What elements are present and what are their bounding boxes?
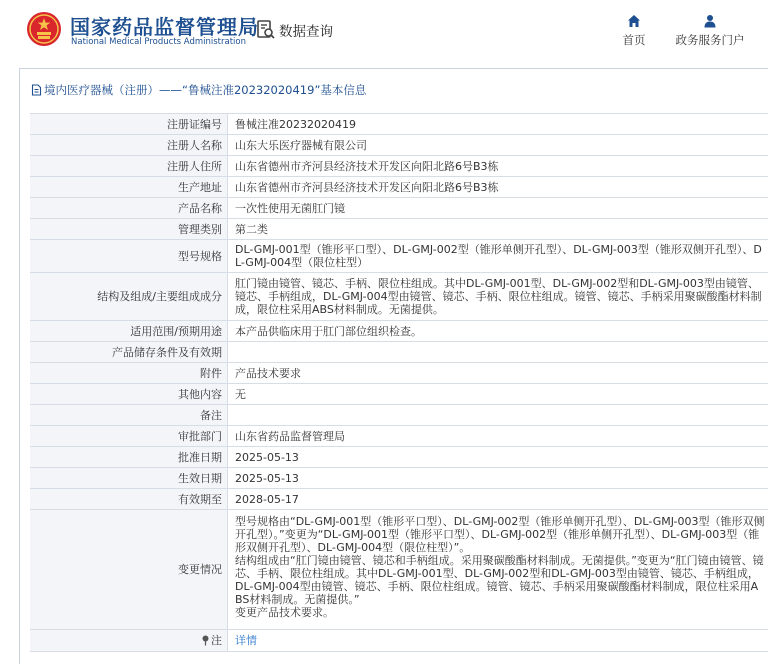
table-row — [30, 468, 768, 489]
detail-title: 境内医疗器械（注册）——“鲁械注准20232020419”基本信息 — [44, 83, 367, 97]
row-value: 本产品供临床用于肛门部位组织检查。 — [227, 321, 768, 341]
nav-home-label: 首页 — [622, 33, 646, 47]
row-value — [227, 342, 768, 362]
table-row — [30, 273, 768, 321]
table-row — [30, 342, 768, 363]
row-label: 产品名称 — [30, 198, 227, 218]
table-row — [30, 384, 768, 405]
table-row — [30, 156, 768, 177]
table-row — [30, 489, 768, 510]
row-value: DL-GMJ-001型（锥形平口型）、DL-GMJ-002型（锥形单侧开孔型）、DL-GMJ-003型（锥形双侧开孔型）、DL-GMJ-004型（限位柱型） — [227, 240, 768, 272]
table-row — [30, 447, 768, 468]
row-label: 其他内容 — [30, 384, 227, 404]
document-icon — [31, 84, 42, 96]
row-value — [227, 630, 768, 651]
row-label: 注册证编号 — [30, 114, 227, 134]
row-value: 肛门镜由镜管、镜芯、手柄、限位柱组成。其中DL-GMJ-001型、DL-GMJ-002型和DL-GMJ-003型由镜管、镜芯、手柄组成，DL-GMJ-004型由镜管、镜芯、手柄、限位柱组成。镜管、镜芯、手柄采用聚碳酸酯材料制成，限位柱采用ABS材料制成。无菌提供。 — [227, 273, 768, 320]
table-row — [30, 198, 768, 219]
row-value: 山东省德州市齐河县经济技术开发区向阳北路6号B3栋 — [227, 156, 768, 176]
table-row — [30, 321, 768, 342]
national-emblem-logo — [26, 11, 62, 47]
row-value: 山东大乐医疗器械有限公司 — [227, 135, 768, 155]
row-label: 管理类别 — [30, 219, 227, 239]
table-row — [30, 135, 768, 156]
table-row — [30, 240, 768, 273]
row-label: 有效期至 — [30, 489, 227, 509]
row-value: 第二类 — [227, 219, 768, 239]
home-icon — [627, 14, 641, 28]
note-label: 注 — [211, 634, 222, 647]
user-icon — [703, 14, 717, 28]
table-row — [30, 426, 768, 447]
nav-service-portal-label: 政务服务门户 — [675, 33, 745, 47]
detail-table — [30, 113, 768, 652]
row-value: 山东省德州市齐河县经济技术开发区向阳北路6号B3栋 — [227, 177, 768, 197]
document-search-icon — [256, 19, 276, 41]
row-label: 产品储存条件及有效期 — [30, 342, 227, 362]
row-value: 2025-05-13 — [227, 468, 768, 488]
row-label: 注册人住所 — [30, 156, 227, 176]
data-query-label: 数据查询 — [279, 24, 333, 40]
row-value: 一次性使用无菌肛门镜 — [227, 198, 768, 218]
row-label: 结构及组成/主要组成成分 — [30, 273, 227, 320]
table-row — [30, 363, 768, 384]
site-header — [0, 0, 768, 62]
row-label: 生效日期 — [30, 468, 227, 488]
site-subtitle: National Medical Products Administration — [71, 37, 246, 47]
table-row — [30, 177, 768, 198]
nav-service-portal[interactable] — [671, 14, 749, 48]
site-title: 国家药品监督管理局 — [70, 15, 259, 39]
details-link[interactable]: 详情 — [235, 634, 257, 647]
row-value: 山东省药品监督管理局 — [227, 426, 768, 446]
change-history-value: 型号规格由“DL-GMJ-001型（锥形平口型）、DL-GMJ-002型（锥形单侧开孔型）、DL-GMJ-003型（锥形双侧开孔型）。”变更为“DL-GMJ-001型（锥形平口型）、DL-GMJ-002型（锥形单侧开孔型）、DL-GMJ-003型（锥形双侧开孔型）、DL-GMJ-004型（限位柱型）”。 结构组成由“肛门镜由镜管、镜芯和手柄组成。采用聚碳酸酯材料制成。无菌提供。”变更为“肛门镜由镜管、镜芯、手柄、限位柱组成。其中DL-GMJ-001型、DL-GMJ-002型和DL-GMJ-003型由镜管、镜芯、手柄组成，DL-GMJ-004型由镜管、镜芯、手柄、限位柱组成。镜管、镜芯、手柄采用聚碳酸酯材料制成，限位柱采用ABS材料制成。无菌提供。” 变更产品技术要求。 — [227, 510, 768, 629]
row-label: 注册人名称 — [30, 135, 227, 155]
table-row — [30, 405, 768, 426]
row-value: 2028-05-17 — [227, 489, 768, 509]
row-label: 适用范围/预期用途 — [30, 321, 227, 341]
row-value: 无 — [227, 384, 768, 404]
row-label: 型号规格 — [30, 240, 227, 272]
row-value: 鲁械注准20232020419 — [227, 114, 768, 134]
detail-title-bar — [20, 69, 768, 111]
table-row — [30, 510, 768, 630]
row-label: 审批部门 — [30, 426, 227, 446]
row-value: 2025-05-13 — [227, 447, 768, 467]
row-label: 变更情况 — [30, 510, 227, 629]
nav-home[interactable] — [620, 14, 648, 48]
row-label — [30, 630, 227, 651]
row-label: 附件 — [30, 363, 227, 383]
row-label: 批准日期 — [30, 447, 227, 467]
table-row — [30, 114, 768, 135]
data-query-link[interactable] — [256, 19, 333, 41]
table-row — [30, 630, 768, 652]
table-row — [30, 219, 768, 240]
detail-panel — [19, 68, 768, 664]
row-value: 产品技术要求 — [227, 363, 768, 383]
pin-icon — [201, 635, 210, 646]
row-label: 备注 — [30, 405, 227, 425]
row-label: 生产地址 — [30, 177, 227, 197]
row-value — [227, 405, 768, 425]
